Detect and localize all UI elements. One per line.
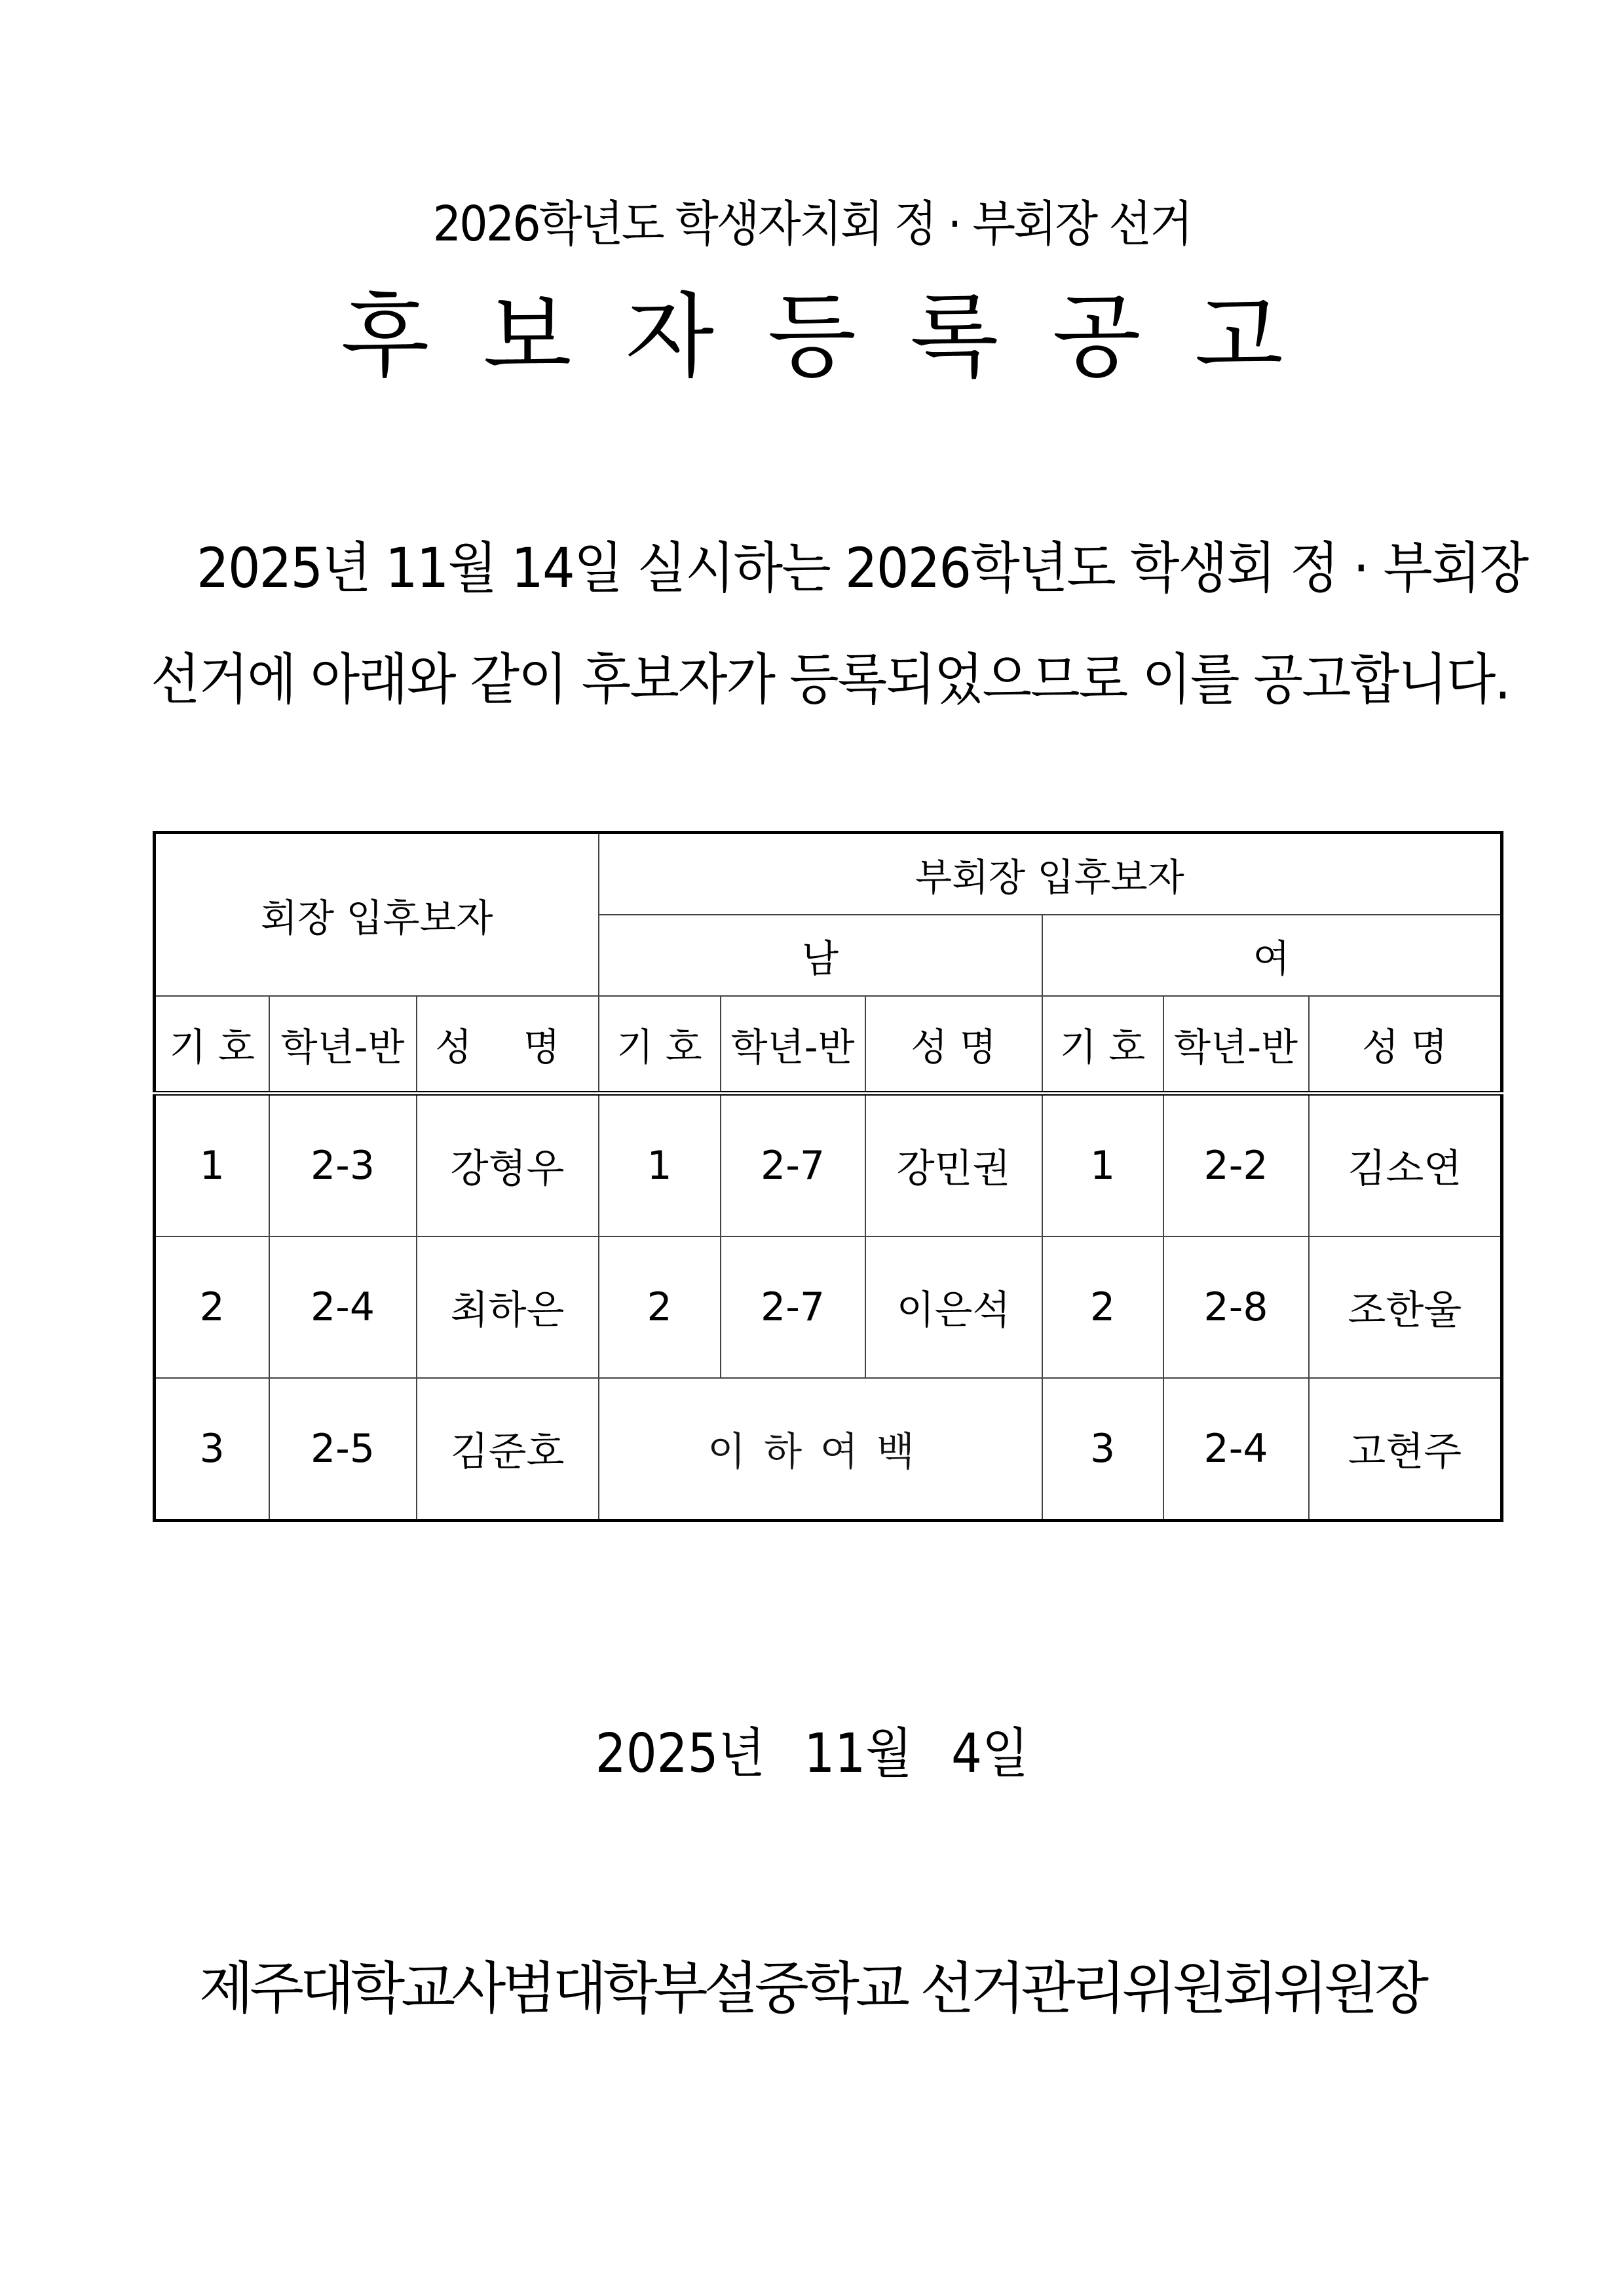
vice-female-class: 2-2 [1163, 1094, 1309, 1237]
col-header-grade-class: 학년-반 [269, 996, 417, 1094]
president-class: 2-3 [269, 1094, 417, 1237]
president-number: 2 [155, 1236, 269, 1378]
vice-male-name: 이은석 [865, 1236, 1042, 1378]
col-header-grade-class: 학년-반 [1163, 996, 1309, 1094]
vice-female-header: 여 [1042, 915, 1502, 996]
col-header-number: 기 호 [155, 996, 269, 1094]
notice-text-line-2: 선거에 아래와 같이 후보자가 등록되었으므로 이를 공고합니다. [151, 647, 1510, 712]
table-row [155, 1094, 1502, 1237]
vice-female-name: 김소연 [1309, 1094, 1502, 1237]
vice-male-number: 1 [599, 1094, 721, 1237]
table-row [155, 1378, 1502, 1521]
table-row [155, 1236, 1502, 1378]
announcement-date: 2025년 11월 4일 [595, 1723, 1029, 1785]
col-header-number: 기 호 [599, 996, 721, 1094]
vice-female-class: 2-4 [1163, 1378, 1309, 1521]
vice-female-number: 1 [1042, 1094, 1163, 1237]
vice-female-class: 2-8 [1163, 1236, 1309, 1378]
blank-remainder-note: 이하여백 [599, 1378, 1042, 1521]
president-name: 최하은 [417, 1236, 599, 1378]
vice-female-number: 2 [1042, 1236, 1163, 1378]
vice-male-number: 2 [599, 1236, 721, 1378]
vice-female-name: 고현주 [1309, 1378, 1502, 1521]
col-header-grade-class: 학년-반 [721, 996, 865, 1094]
vice-male-class: 2-7 [721, 1094, 865, 1237]
president-class: 2-5 [269, 1378, 417, 1521]
col-header-name: 성 명 [1309, 996, 1502, 1094]
vice-female-name: 조한울 [1309, 1236, 1502, 1378]
notice-text-line-1: 2025년 11월 14일 실시하는 2026학년도 학생회 정 · 부회장 [197, 536, 1528, 600]
col-header-number: 기 호 [1042, 996, 1163, 1094]
president-name: 강형우 [417, 1094, 599, 1237]
vice-male-header: 남 [599, 915, 1042, 996]
vice-president-group-header: 부회장 입후보자 [599, 833, 1502, 915]
president-number: 1 [155, 1094, 269, 1237]
vice-male-class: 2-7 [721, 1236, 865, 1378]
president-name: 김준호 [417, 1378, 599, 1521]
col-header-name: 성 명 [417, 996, 599, 1094]
president-number: 3 [155, 1378, 269, 1521]
vice-male-name: 강민권 [865, 1094, 1042, 1237]
col-header-name: 성 명 [865, 996, 1042, 1094]
candidate-table [153, 831, 1503, 1522]
page-title: 후보자등록공고 [341, 284, 1337, 391]
election-subtitle: 2026학년도 학생자치회 정 · 부회장 선거 [432, 196, 1192, 252]
vice-female-number: 3 [1042, 1378, 1163, 1521]
president-class: 2-4 [269, 1236, 417, 1378]
president-group-header: 회장 입후보자 [155, 833, 599, 997]
issuer-signature: 제주대학교사범대학부설중학교 선거관리위원회위원장 [198, 1956, 1426, 2021]
